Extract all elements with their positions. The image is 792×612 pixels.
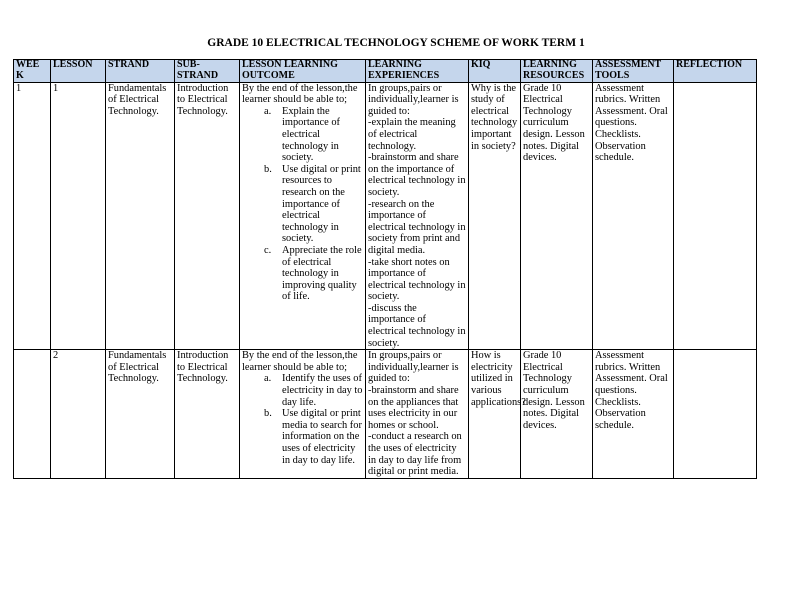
lesson-cell: 1 [51, 82, 106, 350]
experience-item: -research on the importance of electrical technology in society from print and digital media. [368, 198, 466, 256]
document-title: GRADE 10 ELECTRICAL TECHNOLOGY SCHEME OF WORK TERM 1 [207, 37, 585, 49]
outcome-intro: By the end of the lesson,the learner should be able to; [242, 350, 358, 373]
header-row [14, 60, 757, 83]
outcome-letter: b. [264, 163, 272, 175]
lesson-cell: 2 [51, 350, 106, 479]
strand-cell: Fundamentals of Electrical Technology. [106, 82, 175, 350]
table-row [14, 82, 757, 350]
strand-cell: Fundamentals of Electrical Technology. [106, 350, 175, 479]
header-kiq: KIQ [469, 60, 521, 83]
experience-item: -discuss the importance of electrical technology in society. [368, 302, 466, 349]
outcome-letter: a. [264, 105, 272, 117]
outcome-text: Identify the uses of electricity in day to day life. [282, 373, 363, 408]
resources-cell: Grade 10 Electrical Technology curriculum design. Lesson notes. Digital devices. [521, 350, 593, 479]
reflection-cell [674, 82, 757, 350]
sub-strand-cell: Introduction to Electrical Technology. [175, 82, 240, 350]
header-lesson: LESSON [51, 60, 106, 83]
outcome-text: Appreciate the role of electrical technology in improving quality of life. [282, 244, 362, 303]
resources-cell: Grade 10 Electrical Technology curriculum design. Lesson notes. Digital devices. [521, 82, 593, 350]
header-reflection: REFLECTION [674, 60, 757, 83]
outcome-item [242, 106, 363, 164]
outcome-letter: c. [264, 244, 272, 256]
experience-item: -conduct a research on the uses of electricity in day to day life from digital or print media. [368, 431, 462, 478]
outcome-cell [240, 82, 366, 350]
outcome-item [242, 245, 363, 303]
outcome-item [242, 164, 363, 245]
week-cell [14, 350, 51, 479]
outcome-item [242, 408, 363, 466]
header-assessment: ASSESSMENT TOOLS [593, 60, 674, 83]
experiences-intro: In groups,pairs or individually,learner is guided to: [368, 350, 459, 385]
outcome-letter: a. [264, 373, 272, 385]
outcome-item [242, 373, 363, 408]
experiences-intro: In groups,pairs or individually,learner is guided to: [368, 82, 459, 117]
outcome-text: Use digital or print media to search for information on the uses of electricity in day to day life. [282, 408, 362, 466]
outcome-cell [240, 350, 366, 479]
assessment-cell: Assessment rubrics. Written Assessment. Oral questions. Checklists. Observation schedule. [593, 82, 674, 350]
outcome-letter: b. [264, 408, 272, 420]
week-cell: 1 [14, 82, 51, 350]
header-sub-strand: SUB- STRAND [175, 60, 240, 83]
kiq-cell: How is electricity utilized in various applications? [469, 350, 521, 479]
header-week: WEE K [14, 60, 51, 83]
experience-item: -take short notes on importance of electrical technology in society. [368, 256, 466, 303]
sub-strand-cell: Introduction to Electrical Technology. [175, 350, 240, 479]
experience-item: -brainstorm and share on the importance of electrical technology in society. [368, 152, 466, 198]
experiences-cell [366, 350, 469, 479]
experience-item: -explain the meaning of electrical technology. [368, 117, 456, 152]
outcome-intro: By the end of the lesson,the learner should be able to; [242, 82, 358, 106]
kiq-cell: Why is the study of electrical technology important in society? [469, 82, 521, 350]
scheme-of-work-table [13, 59, 757, 479]
outcome-list [242, 373, 363, 466]
assessment-cell: Assessment rubrics. Written Assessment. Oral questions. Checklists. Observation schedule. [593, 350, 674, 479]
header-resources: LEARNING RESOURCES [521, 60, 593, 83]
header-outcome: LESSON LEARNING OUTCOME [240, 60, 366, 83]
experiences-cell [366, 82, 469, 350]
header-strand: STRAND [106, 60, 175, 83]
outcome-list [242, 106, 363, 303]
reflection-cell [674, 350, 757, 479]
experience-item: -brainstorm and share on the appliances that uses electricity in our homes or school. [368, 385, 459, 431]
table-row [14, 350, 757, 479]
outcome-text: Explain the importance of electrical technology in society. [282, 105, 340, 164]
header-experiences: LEARNING EXPERIENCES [366, 60, 469, 83]
outcome-text: Use digital or print resources to research on the importance of electrical technology in society. [282, 163, 361, 245]
